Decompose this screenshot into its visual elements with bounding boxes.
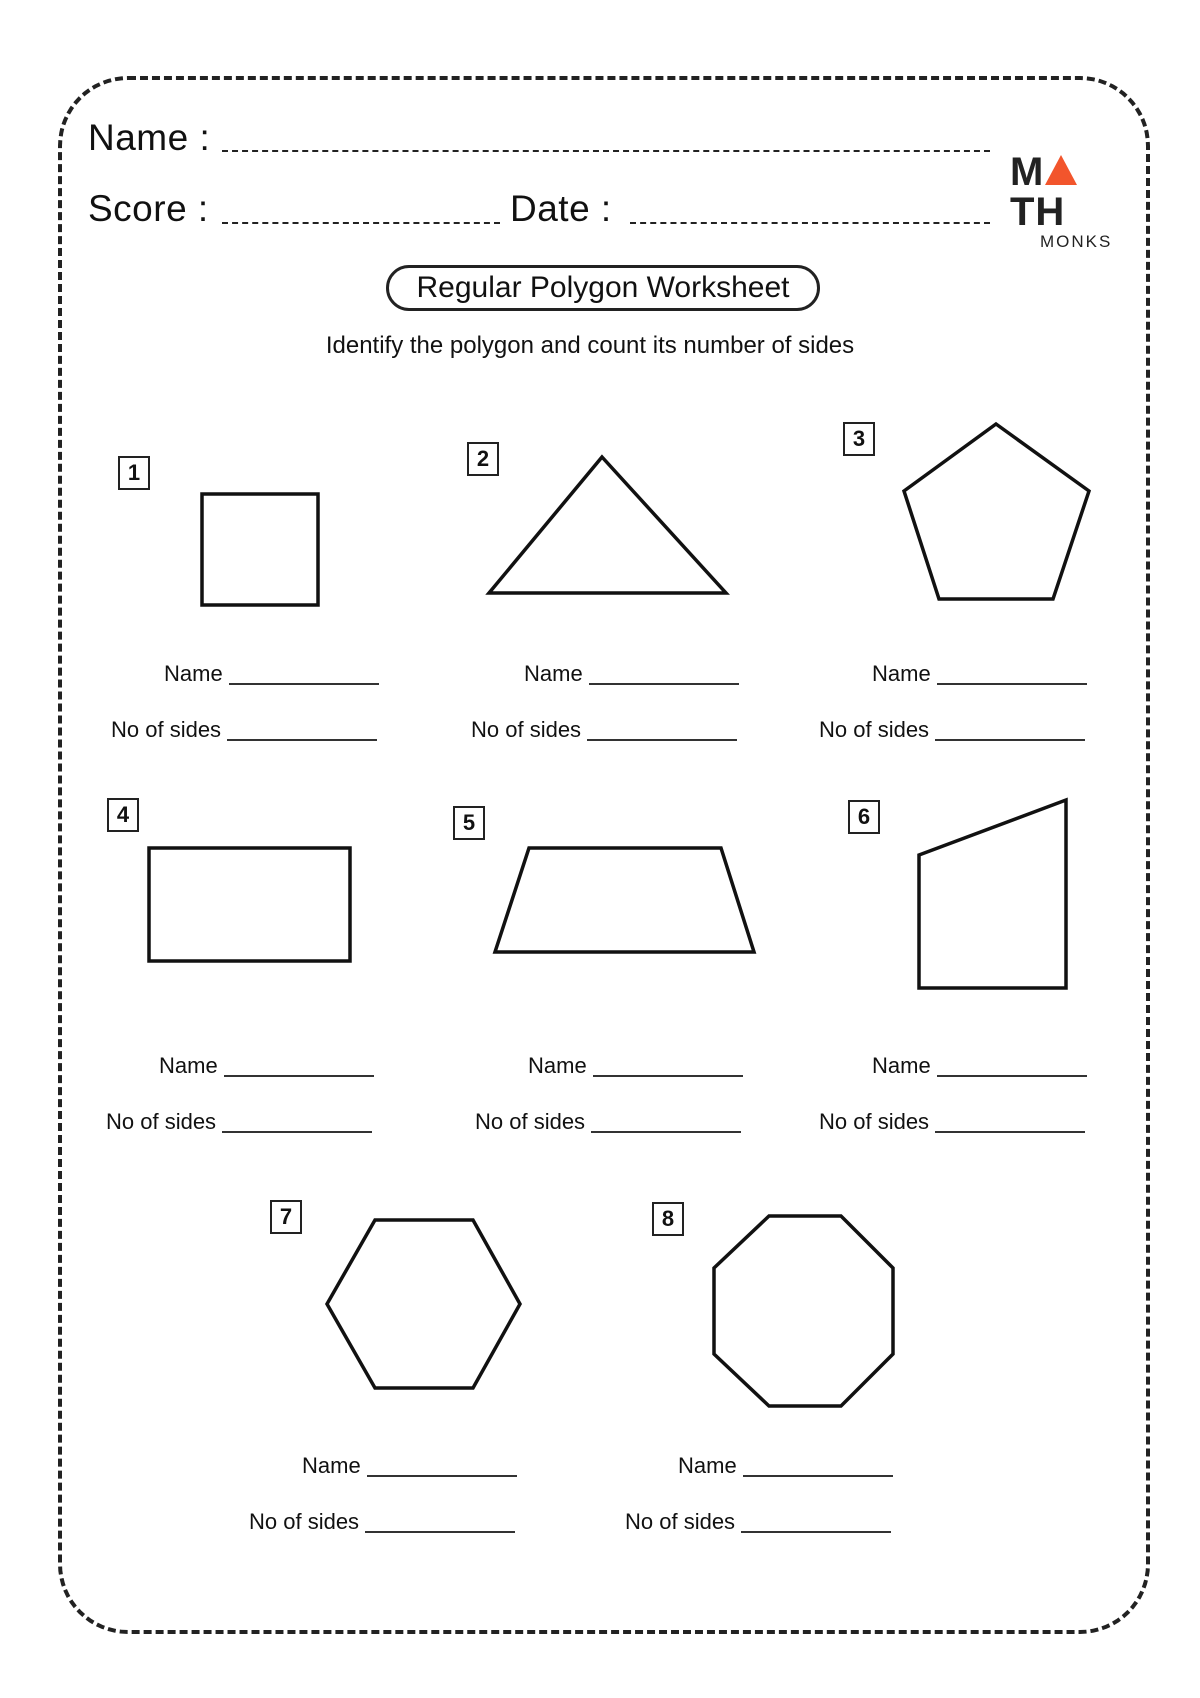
name-answer-line-1[interactable]	[229, 683, 379, 685]
name-label-3: Name	[872, 661, 931, 686]
sides-label-7: No of sides	[249, 1509, 360, 1534]
name-field-3[interactable]	[872, 661, 1087, 687]
sides-label-6: No of sides	[819, 1109, 930, 1134]
name-answer-line-4[interactable]	[224, 1075, 374, 1077]
trapezoid-shape	[495, 848, 754, 952]
name-answer-line-5[interactable]	[593, 1075, 743, 1077]
triangle-shape	[489, 457, 726, 593]
logo-subtext: MONKS	[1040, 232, 1113, 251]
name-field-1[interactable]	[164, 661, 379, 687]
sides-field-5[interactable]	[475, 1109, 741, 1135]
sides-answer-line-2[interactable]	[587, 739, 737, 741]
sides-label-4: No of sides	[106, 1109, 217, 1134]
name-label-7: Name	[302, 1453, 361, 1478]
sides-field-8[interactable]	[625, 1509, 891, 1535]
sides-answer-line-6[interactable]	[935, 1131, 1085, 1133]
name-label-2: Name	[524, 661, 583, 686]
sides-answer-line-3[interactable]	[935, 739, 1085, 741]
name-answer-line-2[interactable]	[589, 683, 739, 685]
name-field-6[interactable]	[872, 1053, 1087, 1079]
sides-field-6[interactable]	[819, 1109, 1085, 1135]
name-label: Name :	[88, 117, 211, 158]
sides-answer-line-8[interactable]	[741, 1531, 891, 1533]
name-label-1: Name	[164, 661, 223, 686]
logo-text-m: M	[1010, 150, 1045, 194]
problem-number-6: 6	[848, 800, 880, 834]
problem-number-2: 2	[467, 442, 499, 476]
logo-text-th: TH	[1010, 190, 1066, 234]
name-field-2[interactable]	[524, 661, 739, 687]
name-answer-line-8[interactable]	[743, 1475, 893, 1477]
sides-field-7[interactable]	[249, 1509, 515, 1535]
name-field-4[interactable]	[159, 1053, 374, 1079]
name-label-6: Name	[872, 1053, 931, 1078]
problem-number-5: 5	[453, 806, 485, 840]
sides-label-5: No of sides	[475, 1109, 586, 1134]
problem-number-4: 4	[107, 798, 139, 832]
name-label-4: Name	[159, 1053, 218, 1078]
sides-label-1: No of sides	[111, 717, 222, 742]
sides-answer-line-1[interactable]	[227, 739, 377, 741]
name-label-8: Name	[678, 1453, 737, 1478]
quadrilateral-shape	[919, 800, 1066, 988]
name-field-7[interactable]	[302, 1453, 517, 1479]
rectangle-shape	[149, 848, 350, 961]
sides-label-8: No of sides	[625, 1509, 736, 1534]
score-label: Score :	[88, 188, 209, 229]
name-answer-line-3[interactable]	[937, 683, 1087, 685]
problem-number-1: 1	[118, 456, 150, 490]
sides-field-1[interactable]	[111, 717, 377, 743]
sides-field-2[interactable]	[471, 717, 737, 743]
problem-number-7: 7	[270, 1200, 302, 1234]
name-field-8[interactable]	[678, 1453, 893, 1479]
pentagon-shape	[904, 424, 1089, 599]
name-answer-line-6[interactable]	[937, 1075, 1087, 1077]
name-label-5: Name	[528, 1053, 587, 1078]
sides-field-4[interactable]	[106, 1109, 372, 1135]
worksheet-instructions: Identify the polygon and count its number of sides	[325, 332, 855, 359]
square-shape	[202, 494, 318, 605]
problem-number-8: 8	[652, 1202, 684, 1236]
name-answer-line-7[interactable]	[367, 1475, 517, 1477]
name-field-5[interactable]	[528, 1053, 743, 1079]
sides-label-3: No of sides	[819, 717, 930, 742]
worksheet-title: Regular Polygon Worksheet	[386, 265, 820, 311]
sides-label-2: No of sides	[471, 717, 582, 742]
sides-answer-line-5[interactable]	[591, 1131, 741, 1133]
problem-number-3: 3	[843, 422, 875, 456]
sides-answer-line-7[interactable]	[365, 1531, 515, 1533]
sides-field-3[interactable]	[819, 717, 1085, 743]
octagon-shape	[714, 1216, 893, 1406]
date-label: Date :	[510, 188, 612, 229]
sides-answer-line-4[interactable]	[222, 1131, 372, 1133]
hexagon-shape	[327, 1220, 520, 1388]
